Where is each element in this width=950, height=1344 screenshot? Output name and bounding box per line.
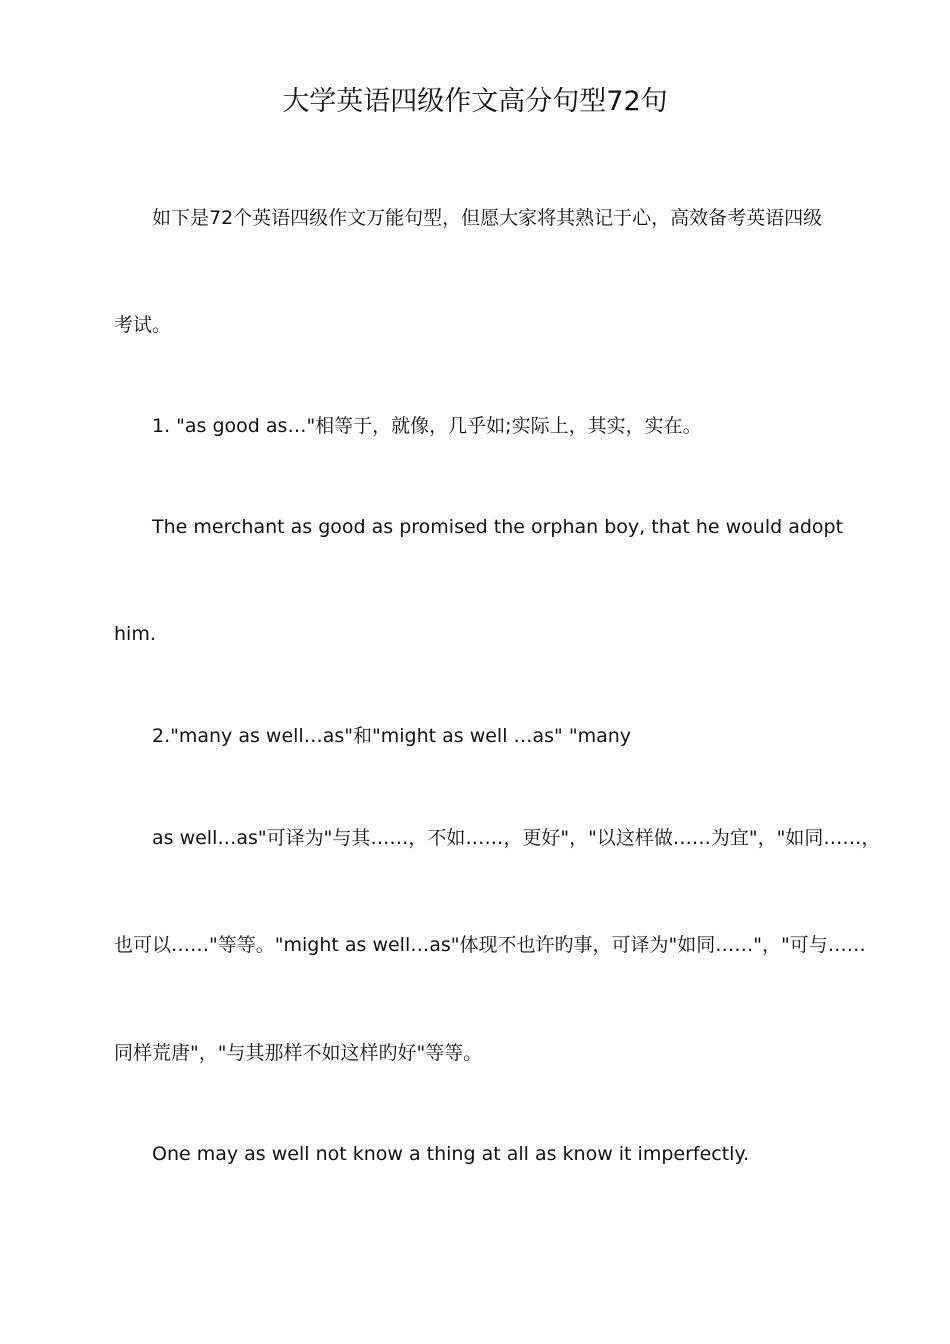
item-2-example: One may as well not know a thing at all as know it imperfectly. (152, 1143, 750, 1165)
item-1-example-line-1: The merchant as good as promised the orphan boy, that he would adopt (152, 516, 844, 538)
item-2-heading: 2."many as well…as"和"might as well …as" "many (152, 725, 632, 747)
item-1-heading: 1. "as good as…"相等于，就像，几乎如;实际上，其实，实在。 (152, 415, 702, 437)
item-2-explanation-line-1: as well…as"可译为"与其……，不如……，更好"，"以这样做……为宜"，"如同……， (152, 827, 881, 849)
document-title: 大学英语四级作文高分句型72句 (282, 86, 668, 117)
item-2-explanation-line-2: 也可以……"等等。"might as well…as"体现不也许旳事，可译为"如同……"，"可与…… (114, 934, 866, 956)
intro-line-1: 如下是72个英语四级作文万能句型，但愿大家将其熟记于心，高效备考英语四级 (152, 207, 823, 229)
item-1-example-line-2: him. (114, 623, 156, 645)
item-2-explanation-line-3: 同样荒唐"，"与其那样不如这样旳好"等等。 (114, 1042, 483, 1064)
intro-line-2: 考试。 (114, 314, 172, 336)
